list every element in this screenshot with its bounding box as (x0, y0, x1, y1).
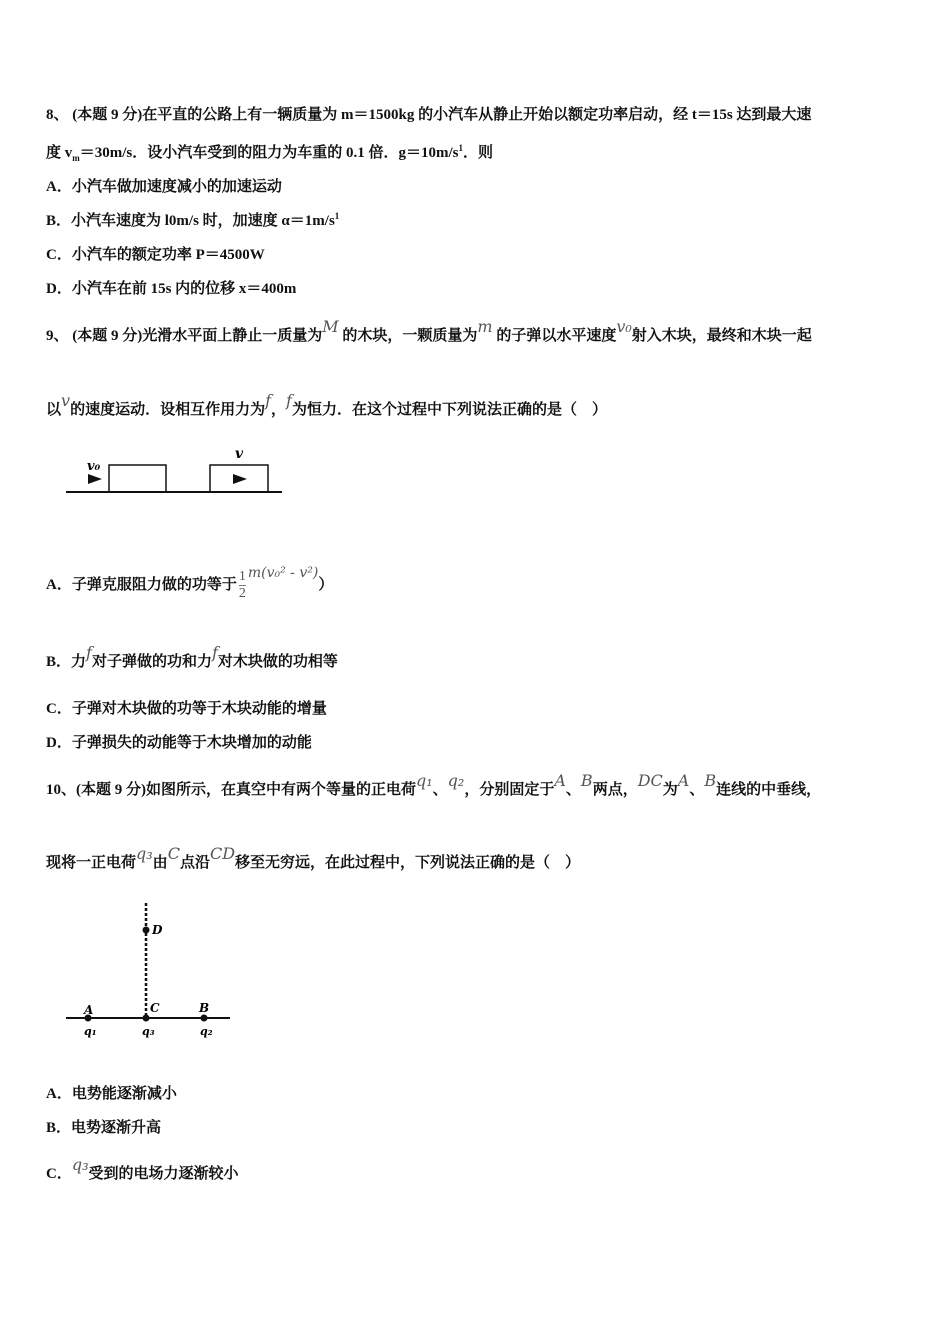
math-A: A (554, 771, 566, 790)
label-B: B (199, 1001, 210, 1015)
text: ， (271, 402, 287, 418)
text: 10、(本题 9 分)如图所示，在真空中有两个等量的正电荷 (46, 782, 416, 798)
q9-stem-line1 (46, 317, 812, 345)
math-q2: q₂ (447, 771, 465, 790)
q8-option-d: D．小汽车在前 15s 内的位移 x＝400m (46, 281, 297, 297)
q9-stem-line2 (46, 391, 607, 419)
math-v0: v₀ (616, 317, 632, 336)
text: ＝30m/s．设小汽车受到的阻力为车重的 0.1 倍．g＝10m/s (79, 145, 459, 161)
text: 、 (565, 782, 581, 798)
math-A: A (677, 771, 690, 790)
text: 、 (432, 782, 448, 798)
math-q3: q₃ (136, 844, 153, 863)
q8-option-c: C．小汽车的额定功率 P＝4500W (46, 247, 265, 263)
denominator: 2 (238, 586, 246, 602)
text: 点沿 (179, 855, 210, 871)
q9-option-c: C．子弹对木块做的功等于木块动能的增量 (46, 701, 327, 717)
numerator: 1 (238, 569, 246, 585)
math-m: m (477, 317, 493, 336)
q10-option-c (46, 1155, 239, 1183)
text: 为恒力．在这个过程中下列说法正确的是（ ） (291, 402, 607, 418)
text: 移至无穷远，在此过程中，下列说法正确的是（ ） (235, 855, 581, 871)
text: 对子弹做的功和力 (91, 654, 212, 670)
charges-figure (60, 895, 240, 1045)
subscript: m (72, 153, 80, 163)
q8-stem-line1: 8、 (本题 9 分)在平直的公路上有一辆质量为 m＝1500kg 的小汽车从静止开始以额定功率启动，经 t＝15s 达到最大速 (46, 107, 812, 123)
q10-stem-line1 (46, 771, 822, 799)
text: 的木块，一颗质量为 (338, 328, 478, 344)
text: 的子弹以水平速度 (492, 328, 617, 344)
math-expression: m(v₀² - v²) (247, 565, 319, 581)
math-f: f (286, 391, 292, 410)
text: ） (318, 577, 334, 593)
superscript: 1 (334, 211, 340, 221)
label-q3: q₃ (142, 1025, 155, 1038)
math-f: f (265, 391, 271, 410)
q8-option-a: A．小汽车做加速度减小的加速运动 (46, 179, 282, 195)
text: 以 (46, 402, 62, 418)
math-DC: DC (637, 771, 663, 790)
text: 两点， (592, 782, 638, 798)
text: 、 (689, 782, 705, 798)
text: 连线的中垂线， (716, 782, 822, 798)
math-B: B (704, 771, 717, 790)
math-M: M (322, 317, 339, 336)
q10-stem-line2 (46, 844, 581, 872)
label-q1: q₁ (84, 1025, 97, 1038)
q8-option-b (46, 209, 339, 230)
math-f: f (86, 643, 92, 662)
math-q3: q₃ (71, 1155, 89, 1174)
text: B．小汽车速度为 l0m/s 时，加速度 α＝1m/s (46, 213, 335, 229)
math-CD: CD (209, 844, 236, 863)
text: 的速度运动．设相互作用力为 (70, 402, 266, 418)
text: 对木块做的功相等 (217, 654, 338, 670)
text: ．则 (463, 145, 494, 161)
text: C． (46, 1166, 72, 1182)
bullet-block-figure (60, 445, 290, 500)
label-q2: q₂ (200, 1025, 213, 1038)
text: 现将一正电荷 (46, 855, 137, 871)
math-q1: q₁ (416, 771, 433, 790)
text: ，分别固定于 (464, 782, 555, 798)
q8-stem-line2 (46, 141, 493, 163)
v0-label: v₀ (87, 459, 101, 474)
q9-option-a (46, 560, 333, 610)
q10-option-b: B．电势逐渐升高 (46, 1120, 162, 1136)
q9-option-d: D．子弹损失的动能等于木块增加的动能 (46, 735, 312, 751)
text: 度 v (46, 145, 73, 161)
text: B．力 (46, 654, 87, 670)
text: 9、 (本题 9 分)光滑水平面上静止一质量为 (46, 328, 323, 344)
math-C: C (167, 844, 180, 863)
math-B: B (580, 771, 593, 790)
text: 由 (152, 855, 168, 871)
q9-option-b (46, 643, 338, 671)
text: 为 (662, 782, 678, 798)
v-label: v (235, 446, 244, 462)
superscript: 1 (458, 143, 464, 153)
text: 受到的电场力逐渐较小 (88, 1166, 239, 1182)
math-f: f (211, 643, 218, 662)
fraction (239, 569, 246, 602)
label-C: C (150, 1001, 160, 1015)
text: A．子弹克服阻力做的功等于 (46, 577, 237, 593)
label-D: D (152, 923, 163, 937)
label-A: A (84, 1003, 94, 1017)
text: 射入木块，最终和木块一起 (631, 328, 812, 344)
math-v: v (61, 391, 71, 410)
q10-option-a: A．电势能逐渐减小 (46, 1086, 177, 1102)
